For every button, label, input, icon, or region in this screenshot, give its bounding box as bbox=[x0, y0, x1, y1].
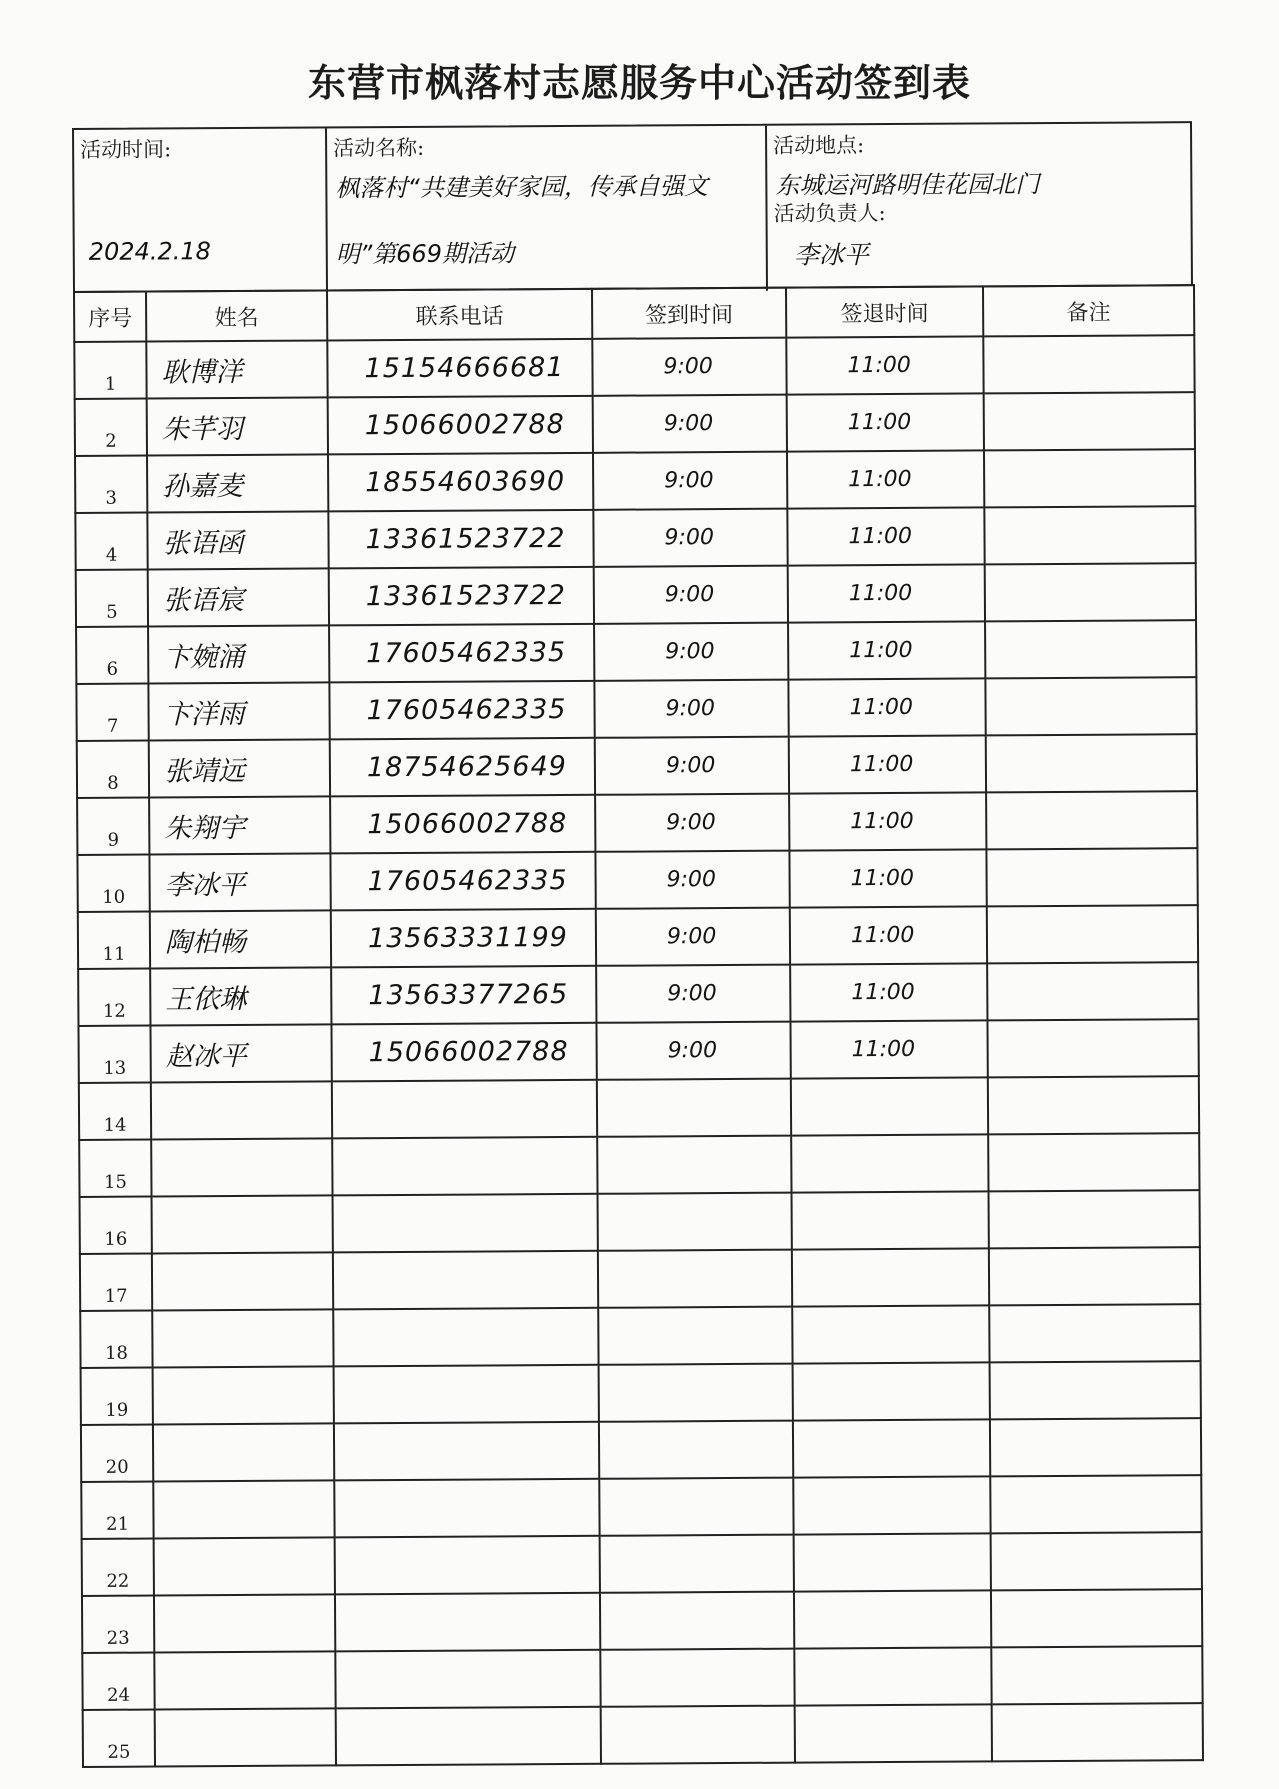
phone-number: 13361523722 bbox=[329, 567, 594, 626]
signout-time bbox=[792, 1305, 989, 1363]
sheet-title: 东营市枫落村志愿服务中心活动签到表 bbox=[307, 60, 971, 105]
phone-number: 17605462335 bbox=[329, 681, 594, 740]
remark bbox=[986, 734, 1197, 792]
signin-time bbox=[600, 1592, 794, 1650]
table-row bbox=[82, 1532, 1202, 1596]
signout-time: 11:00 bbox=[789, 792, 986, 850]
signin-time: 9:00 bbox=[596, 908, 790, 966]
col-header-index: 序号 bbox=[74, 292, 146, 342]
table-row bbox=[80, 1247, 1200, 1311]
table-row bbox=[82, 1646, 1202, 1710]
signout-time bbox=[794, 1647, 991, 1705]
activity-time-label: 活动时间: bbox=[80, 137, 172, 162]
signin-time: 9:00 bbox=[594, 680, 788, 738]
activity-header bbox=[72, 121, 1193, 293]
table-row bbox=[78, 905, 1198, 969]
remark bbox=[987, 905, 1198, 963]
volunteer-name: 李冰平 bbox=[149, 853, 330, 911]
signin-time: 9:00 bbox=[592, 338, 786, 396]
signin-time: 9:00 bbox=[593, 509, 787, 567]
table-row bbox=[78, 1019, 1198, 1083]
volunteer-name: 卞洋雨 bbox=[148, 682, 329, 740]
signin-time bbox=[600, 1535, 794, 1593]
volunteer-name: 张语宸 bbox=[148, 568, 329, 626]
row-index: 25 bbox=[83, 1710, 155, 1767]
activity-place-label: 活动地点: bbox=[773, 133, 865, 158]
activity-name-value-line2: 明”第669期活动 bbox=[335, 239, 515, 269]
volunteer-name: 赵冰平 bbox=[150, 1024, 331, 1082]
row-index: 14 bbox=[79, 1083, 151, 1140]
phone-number: 18754625649 bbox=[330, 738, 595, 797]
row-index: 8 bbox=[77, 741, 149, 798]
row-index: 24 bbox=[82, 1653, 154, 1710]
signin-time bbox=[598, 1193, 792, 1251]
signout-time: 11:00 bbox=[788, 621, 985, 679]
remark bbox=[988, 1076, 1199, 1134]
remark bbox=[986, 791, 1197, 849]
signout-time: 11:00 bbox=[789, 849, 986, 907]
signin-time bbox=[601, 1706, 795, 1764]
activity-place-value: 东城运河路明佳花园北门 bbox=[775, 170, 1040, 200]
row-index: 7 bbox=[76, 684, 148, 741]
signin-sheet bbox=[72, 121, 1202, 1763]
remark bbox=[991, 1646, 1202, 1704]
row-index: 11 bbox=[78, 912, 150, 969]
table-row bbox=[80, 1304, 1200, 1368]
phone-number bbox=[334, 1479, 599, 1538]
remark bbox=[990, 1475, 1201, 1533]
signin-table bbox=[73, 284, 1204, 1768]
volunteer-name bbox=[153, 1480, 334, 1538]
volunteer-name bbox=[154, 1537, 335, 1595]
signin-time bbox=[598, 1250, 792, 1308]
volunteer-name: 孙嘉麦 bbox=[147, 454, 328, 512]
table-row bbox=[81, 1361, 1201, 1425]
table-header-row bbox=[74, 285, 1194, 342]
row-index: 1 bbox=[74, 342, 146, 399]
signout-time bbox=[791, 1077, 988, 1135]
row-index: 4 bbox=[75, 513, 147, 570]
signout-time: 11:00 bbox=[790, 963, 987, 1021]
signin-time bbox=[599, 1421, 793, 1479]
table-row bbox=[82, 1589, 1202, 1653]
row-index: 19 bbox=[81, 1368, 153, 1425]
signin-time bbox=[598, 1307, 792, 1365]
table-row bbox=[81, 1418, 1201, 1482]
row-index: 2 bbox=[75, 399, 147, 456]
activity-name-label: 活动名称: bbox=[333, 135, 425, 161]
phone-number: 17605462335 bbox=[329, 624, 594, 683]
volunteer-name: 陶柏畅 bbox=[150, 910, 331, 968]
signout-time: 11:00 bbox=[790, 1020, 987, 1078]
phone-number bbox=[333, 1251, 598, 1310]
activity-place-cell bbox=[767, 123, 1193, 291]
volunteer-name bbox=[153, 1423, 334, 1481]
phone-number bbox=[335, 1536, 600, 1595]
signout-time: 11:00 bbox=[788, 564, 985, 622]
signin-time: 9:00 bbox=[595, 851, 789, 909]
signout-time: 11:00 bbox=[788, 678, 985, 736]
volunteer-name bbox=[153, 1366, 334, 1424]
signout-time: 11:00 bbox=[790, 906, 987, 964]
signout-time bbox=[791, 1134, 988, 1192]
remark bbox=[984, 392, 1195, 450]
activity-leader-value: 李冰平 bbox=[793, 240, 869, 270]
signin-time bbox=[597, 1136, 791, 1194]
row-index: 13 bbox=[78, 1026, 150, 1083]
signout-time bbox=[795, 1704, 992, 1762]
activity-time-value: 2024.2.18 bbox=[88, 237, 211, 266]
table-row bbox=[81, 1475, 1201, 1539]
row-index: 16 bbox=[80, 1197, 152, 1254]
signout-time bbox=[793, 1362, 990, 1420]
remark bbox=[992, 1703, 1203, 1761]
phone-number: 13563377265 bbox=[331, 966, 596, 1025]
remark bbox=[983, 335, 1194, 393]
row-index: 3 bbox=[75, 456, 147, 513]
phone-number: 15066002788 bbox=[330, 795, 595, 854]
volunteer-name: 朱翔宇 bbox=[149, 796, 330, 854]
volunteer-name bbox=[155, 1708, 336, 1766]
signout-time bbox=[793, 1419, 990, 1477]
activity-time-cell bbox=[74, 128, 328, 295]
signout-time: 11:00 bbox=[787, 393, 984, 451]
remark bbox=[984, 506, 1195, 564]
col-header-phone: 联系电话 bbox=[327, 289, 592, 341]
volunteer-name: 朱芊羽 bbox=[147, 397, 328, 455]
signin-time: 9:00 bbox=[596, 1022, 790, 1080]
col-header-signin: 签到时间 bbox=[592, 288, 786, 339]
phone-number bbox=[332, 1080, 597, 1139]
phone-number bbox=[332, 1137, 597, 1196]
signout-time: 11:00 bbox=[787, 450, 984, 508]
signin-time: 9:00 bbox=[594, 623, 788, 681]
remark bbox=[989, 1304, 1200, 1362]
row-index: 6 bbox=[76, 627, 148, 684]
signout-time bbox=[792, 1191, 989, 1249]
remark bbox=[989, 1190, 1200, 1248]
volunteer-name bbox=[151, 1138, 332, 1196]
signin-time: 9:00 bbox=[594, 566, 788, 624]
volunteer-name bbox=[152, 1252, 333, 1310]
volunteer-name: 耿博洋 bbox=[146, 340, 327, 398]
row-index: 17 bbox=[80, 1254, 152, 1311]
table-row bbox=[77, 848, 1197, 912]
activity-name-cell bbox=[327, 126, 768, 294]
remark bbox=[985, 620, 1196, 678]
signin-time: 9:00 bbox=[595, 794, 789, 852]
remark bbox=[986, 848, 1197, 906]
phone-number bbox=[335, 1650, 600, 1709]
signout-time bbox=[794, 1533, 991, 1591]
table-row bbox=[83, 1703, 1203, 1767]
phone-number: 13361523722 bbox=[328, 510, 593, 569]
col-header-signout: 签退时间 bbox=[786, 286, 983, 337]
phone-number bbox=[333, 1194, 598, 1253]
volunteer-name: 王依琳 bbox=[150, 967, 331, 1025]
volunteer-name: 张语函 bbox=[147, 511, 328, 569]
signin-time bbox=[597, 1079, 791, 1137]
volunteer-name bbox=[152, 1195, 333, 1253]
col-header-name: 姓名 bbox=[146, 290, 327, 341]
row-index: 22 bbox=[82, 1539, 154, 1596]
phone-number: 17605462335 bbox=[330, 852, 595, 911]
volunteer-name bbox=[152, 1309, 333, 1367]
row-index: 10 bbox=[77, 855, 149, 912]
remark bbox=[987, 1019, 1198, 1077]
phone-number bbox=[334, 1422, 599, 1481]
row-index: 5 bbox=[76, 570, 148, 627]
remark bbox=[984, 449, 1195, 507]
volunteer-name: 卞婉涌 bbox=[148, 625, 329, 683]
row-index: 21 bbox=[81, 1482, 153, 1539]
phone-number: 13563331199 bbox=[331, 909, 596, 968]
signout-time bbox=[794, 1590, 991, 1648]
signin-time bbox=[599, 1478, 793, 1536]
row-index: 23 bbox=[82, 1596, 154, 1653]
table-row bbox=[77, 791, 1197, 855]
activity-leader-label: 活动负责人: bbox=[773, 201, 886, 226]
volunteer-name: 张靖远 bbox=[149, 739, 330, 797]
remark bbox=[985, 563, 1196, 621]
table-row bbox=[77, 734, 1197, 798]
signout-time: 11:00 bbox=[786, 336, 983, 394]
phone-number: 15066002788 bbox=[328, 396, 593, 455]
remark bbox=[991, 1532, 1202, 1590]
remark bbox=[988, 1133, 1199, 1191]
signin-time: 9:00 bbox=[596, 965, 790, 1023]
row-index: 9 bbox=[77, 798, 149, 855]
row-index: 12 bbox=[78, 969, 150, 1026]
signout-time: 11:00 bbox=[787, 507, 984, 565]
phone-number: 18554603690 bbox=[328, 453, 593, 512]
row-index: 20 bbox=[81, 1425, 153, 1482]
signin-time bbox=[600, 1649, 794, 1707]
signin-time: 9:00 bbox=[593, 452, 787, 510]
remark bbox=[990, 1418, 1201, 1476]
remark bbox=[989, 1247, 1200, 1305]
remark bbox=[991, 1589, 1202, 1647]
activity-name-value-line1: 枫落村“共建美好家园，传承自强文 bbox=[335, 172, 708, 203]
table-row bbox=[80, 1190, 1200, 1254]
volunteer-name bbox=[151, 1081, 332, 1139]
remark bbox=[985, 677, 1196, 735]
signin-time: 9:00 bbox=[593, 395, 787, 453]
signin-time: 9:00 bbox=[595, 737, 789, 795]
row-index: 18 bbox=[80, 1311, 152, 1368]
row-index: 15 bbox=[79, 1140, 151, 1197]
table-row bbox=[76, 677, 1196, 741]
remark bbox=[987, 962, 1198, 1020]
table-row bbox=[79, 1133, 1199, 1197]
signout-time bbox=[793, 1476, 990, 1534]
table-row bbox=[76, 563, 1196, 627]
table-row bbox=[75, 392, 1195, 456]
volunteer-name bbox=[154, 1651, 335, 1709]
table-row bbox=[74, 335, 1194, 399]
signout-time: 11:00 bbox=[789, 735, 986, 793]
table-row bbox=[79, 1076, 1199, 1140]
table-row bbox=[76, 620, 1196, 684]
remark bbox=[990, 1361, 1201, 1419]
volunteer-name bbox=[154, 1594, 335, 1652]
table-row bbox=[75, 449, 1195, 513]
phone-number bbox=[333, 1308, 598, 1367]
phone-number bbox=[334, 1365, 599, 1424]
table-row bbox=[78, 962, 1198, 1026]
col-header-note: 备注 bbox=[983, 285, 1194, 336]
signout-time bbox=[792, 1248, 989, 1306]
table-row bbox=[75, 506, 1195, 570]
signin-time bbox=[599, 1364, 793, 1422]
phone-number: 15066002788 bbox=[331, 1023, 596, 1082]
phone-number: 15154666681 bbox=[327, 339, 592, 398]
phone-number bbox=[336, 1707, 601, 1766]
phone-number bbox=[335, 1593, 600, 1652]
